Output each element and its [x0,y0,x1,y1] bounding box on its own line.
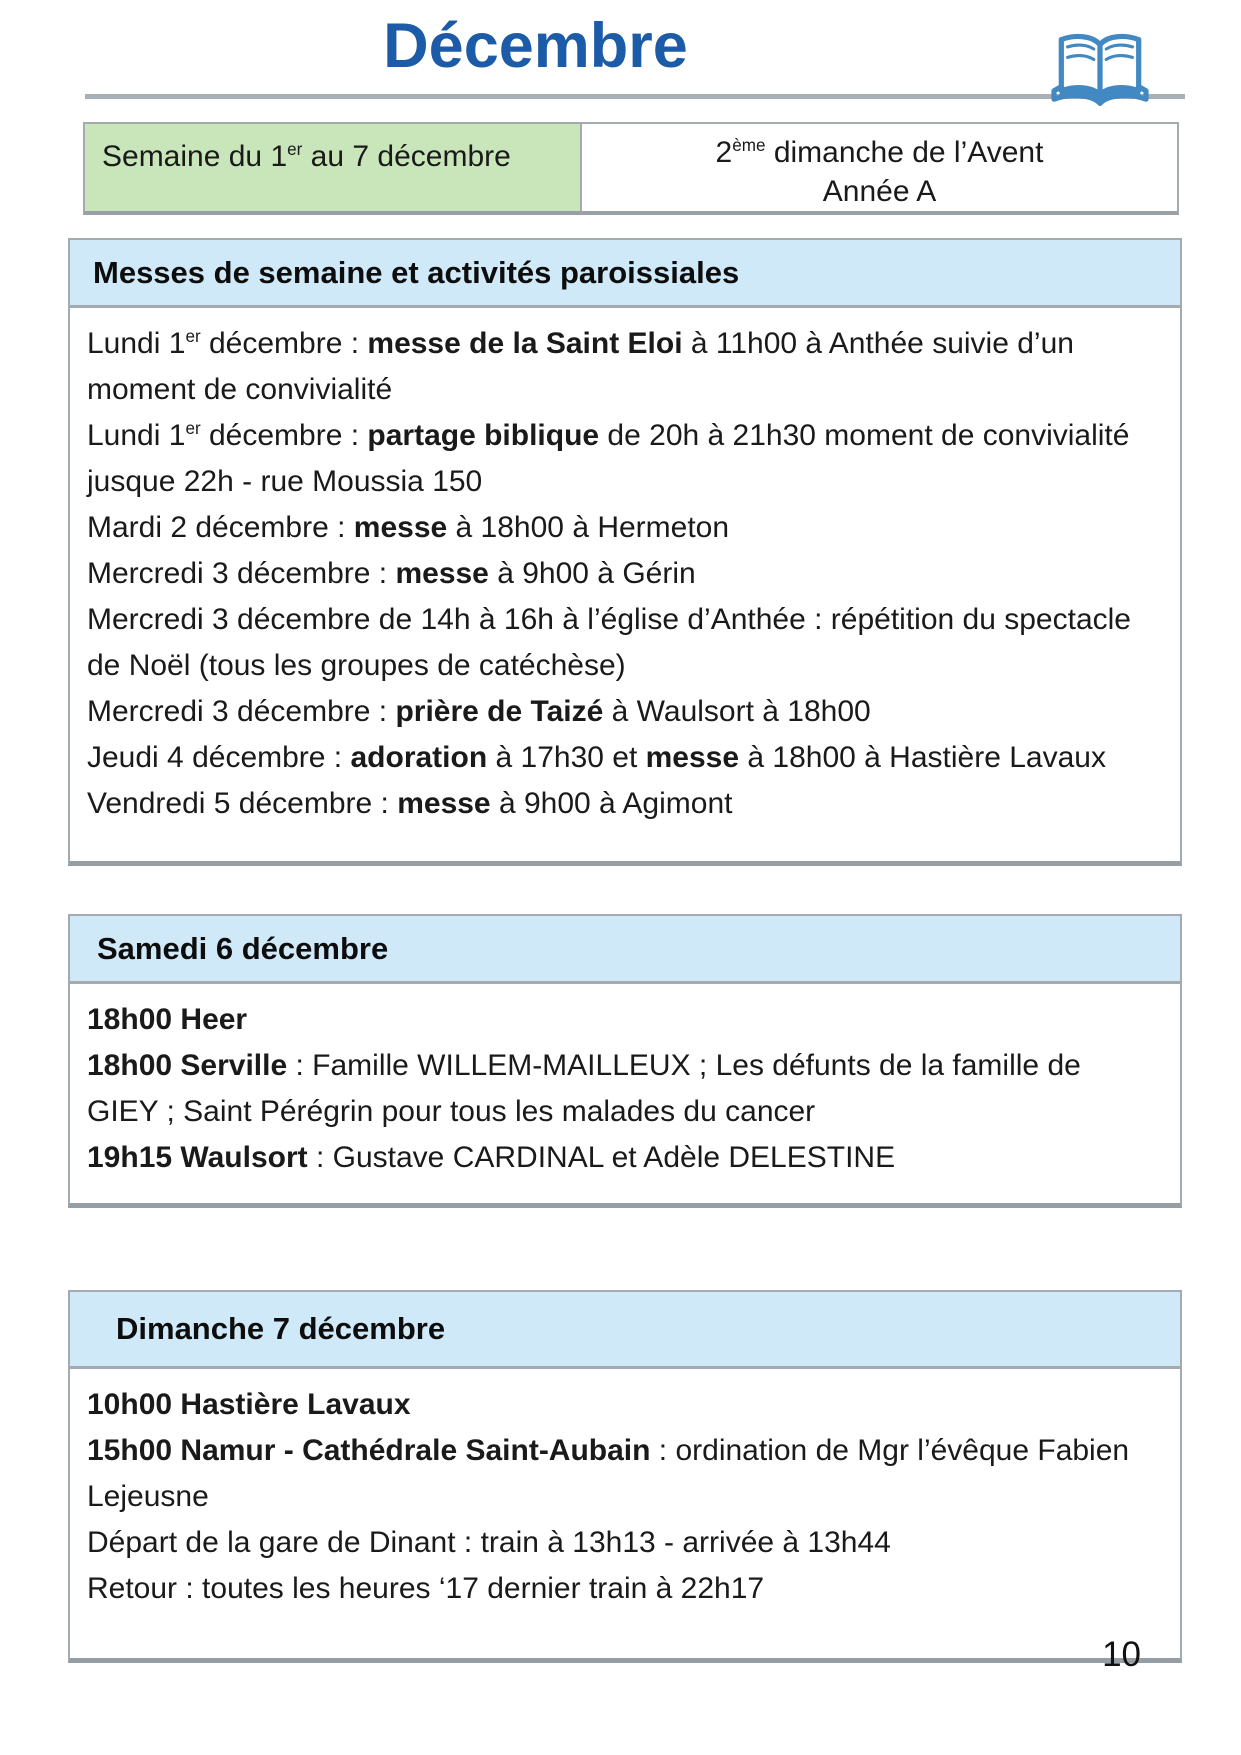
text-segment: er [185,327,201,346]
content-line [87,781,1154,827]
text-segment: à 17h30 et [487,741,646,774]
section-title: Samedi 6 décembre [97,931,389,966]
content-line [87,1520,1154,1566]
text-segment: dimanche de l’Avent [765,136,1044,169]
content-line [87,597,1154,689]
content-line [87,735,1154,781]
text-segment: : ordination de Mgr l’évêque Fabien Lejeusne [87,1434,1130,1513]
text-segment: décembre : [200,327,368,360]
bold-text: 19h15 Waulsort [87,1141,308,1174]
bold-text: 10h00 Hastière Lavaux [87,1388,411,1421]
bold-text: messe [353,511,448,544]
open-book-graphic [1045,26,1155,118]
bold-text: 18h00 Heer [87,1003,248,1036]
text-segment: : Gustave CARDINAL et Adèle DELESTINE [307,1141,896,1174]
text-segment: Lundi 1 [87,419,186,452]
content-line [87,1043,1154,1135]
section-1 [68,914,1182,1208]
content-line [87,321,1154,413]
content-line [87,997,1154,1043]
week-banner [83,122,1179,215]
text-segment: Mardi 2 décembre : [87,511,354,544]
text-segment: Mercredi 3 décembre de 14h à 16h à l’église d’Anthée : répétition du spectacle de Noël (tous les groupes de catéchèse) [87,603,1131,682]
section-body [70,308,1180,861]
sections-container [68,238,1182,1663]
section-header [70,916,1180,984]
bold-text: prière de Taizé [395,695,604,728]
open-book-icon [1045,26,1155,118]
text-segment: ème [732,136,766,155]
text-segment: Vendredi 5 décembre : [87,787,398,820]
week-range-cell [85,124,582,211]
section-title: Dimanche 7 décembre [116,1311,446,1346]
text-segment: Semaine du 1 [102,140,288,173]
text-segment: Retour : toutes les heures ‘17 dernier train à 22h17 [87,1572,765,1605]
text-segment: er [185,419,201,438]
bold-text: adoration [350,741,488,774]
text-segment: à 11h00 à Anthée suivie d’un moment de convivialité [87,327,1074,406]
content-line [87,1135,1154,1181]
content-line [87,1566,1154,1612]
text-segment: Départ de la gare de Dinant : train à 13h13 - arrivée à 13h44 [87,1526,891,1559]
text-segment: à 18h00 à Hermeton [447,511,730,544]
content-line [87,1428,1154,1520]
bold-text: messe [645,741,740,774]
text-segment: à 9h00 à Agimont [490,787,733,820]
text-segment: : Famille WILLEM-MAILLEUX ; Les défunts de la famille de GIEY ; Saint Pérégrin pour tous les malades du cancer [87,1049,1081,1128]
bold-text: partage biblique [367,419,600,452]
content-line [87,1382,1154,1428]
bold-text: messe de la Saint Eloi [367,327,683,360]
page-title: Décembre [383,11,688,81]
section-header [70,240,1180,308]
text-segment: 2 [715,136,733,169]
section-title: Messes de semaine et activités paroissiales [93,255,740,290]
liturgical-cell [582,124,1177,211]
title-divider [85,94,1185,99]
text-segment: à 18h00 à Hastière Lavaux [739,741,1106,774]
text-segment: à Waulsort à 18h00 [603,695,871,728]
text-segment: Lundi 1 [87,327,186,360]
text-segment: décembre : [200,419,368,452]
content-line [87,413,1154,505]
section-0 [68,238,1182,866]
text-segment: de 20h à 21h30 moment de convivialité jusque 22h - rue Moussia 150 [87,419,1130,498]
text-segment: Mercredi 3 décembre : [87,557,396,590]
content-line [87,551,1154,597]
section-body [70,984,1180,1203]
liturgical-sunday [582,133,1177,172]
text-segment: er [287,140,303,159]
week-range-text [102,140,511,173]
page-number: 10 [1102,1635,1141,1674]
text-segment: Mercredi 3 décembre : [87,695,396,728]
bold-text: 18h00 Serville [87,1049,288,1082]
liturgical-year: Année A [822,175,937,208]
text-segment: à 9h00 à Gérin [488,557,696,590]
section-header [70,1292,1180,1369]
text-segment: Jeudi 4 décembre : [87,741,351,774]
bold-text: messe [395,557,489,590]
text-segment: au 7 décembre [302,140,511,173]
bold-text: 15h00 Namur - Cathédrale Saint-Aubain [87,1434,651,1467]
section-2 [68,1290,1182,1663]
content-line [87,689,1154,735]
content-line [87,505,1154,551]
section-body [70,1369,1180,1658]
bold-text: messe [397,787,491,820]
